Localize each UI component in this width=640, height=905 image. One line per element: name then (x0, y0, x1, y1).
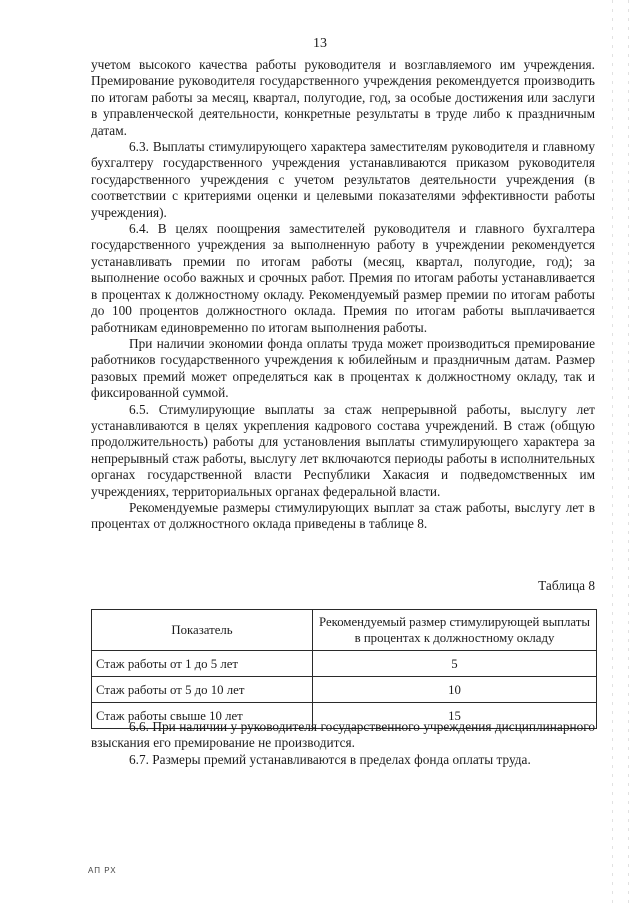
table-cell-label: Стаж работы от 1 до 5 лет (92, 651, 313, 677)
paragraph-continuation: учетом высокого качества работы руководителя и возглавляемого им учреждения. Премирование руководителя государственного учреждения рекомендуется производить по итогам работы за месяц, квартал, полугодие, год, за особые достижения или заслуги в управленческой деятельности, конкретные результаты в труде либо к праздничным датам. (91, 57, 595, 138)
table-row (92, 677, 597, 703)
table-row (92, 651, 597, 677)
table-cell-label: Стаж работы от 5 до 10 лет (92, 677, 313, 703)
table-cell-value: 15 (313, 703, 597, 729)
bonus-table (91, 609, 597, 729)
table-header-recommended-size: Рекомендуемый размер стимулирующей выплаты в процентах к должностному окладу (313, 610, 597, 651)
closing-text (91, 719, 595, 768)
table-caption: Таблица 8 (538, 578, 595, 593)
paragraph-6-5: 6.5. Стимулирующие выплаты за стаж непрерывной работы, выслугу лет устанавливаются в целях укрепления кадрового состава учреждений. В стаж (общую продолжительность) работы для установления выплаты стимулирующего характера за непрерывный стаж работы, выслугу лет включаются периоды работы в исполнительных органах государственной власти Республики Хакасия и подведомственных им учреждениях, территориальных органах федеральной власти. (91, 401, 595, 499)
footer-mark: АП РХ (88, 866, 117, 875)
table-header-indicator: Показатель (92, 610, 313, 651)
paragraph-table-reference: Рекомендуемые размеры стимулирующих выплат за стаж работы, выслугу лет в процентах от должностного оклада приведены в таблице 8. (91, 499, 595, 532)
body-text (91, 57, 595, 533)
paragraph-6-4: 6.4. В целях поощрения заместителей руководителя и главного бухгалтера государственного учреждения за выполненную работу в учреждении рекомендуется устанавливать премии по итогам работы (месяц, квартал, полугодие, год); за выполнение особо важных и срочных работ. Премия по итогам работы устанавливается в процентах к должностному окладу. Рекомендуемый размер премии по итогам работы до 100 процентов должностного оклада. Премия по итогам работы выплачивается работникам единовременно по итогам выполнения работы. (91, 221, 595, 335)
scan-artifact-line (628, 0, 629, 905)
table-cell-label: Стаж работы свыше 10 лет (92, 703, 313, 729)
paragraph-6-3: 6.3. Выплаты стимулирующего характера заместителям руководителя и главному бухгалтеру государственного учреждения устанавливаются приказом руководителя государственного учреждения с учетом результатов деятельности учреждения (в соответствии с критериями оценки и целевыми показателями эффективности работы учреждения). (91, 139, 595, 220)
page-number: 13 (313, 36, 327, 51)
paragraph-bonus-savings: При наличии экономии фонда оплаты труда может производиться премирование работников государственного учреждения к юбилейным и праздничным датам. Размер разовых премий может определяться как в процентах к должностному окладу, так и фиксированной суммой. (91, 335, 595, 401)
paragraph-6-7: 6.7. Размеры премий устанавливаются в пределах фонда оплаты труда. (129, 751, 531, 767)
table-cell-value: 10 (313, 677, 597, 703)
paragraph-6-6: 6.6. При наличии у руководителя государственного учреждения дисциплинарного взыскания его премирование не производится. (91, 719, 595, 751)
scan-artifact-line (612, 0, 613, 905)
table-cell-value: 5 (313, 651, 597, 677)
table-header-row (92, 610, 597, 651)
